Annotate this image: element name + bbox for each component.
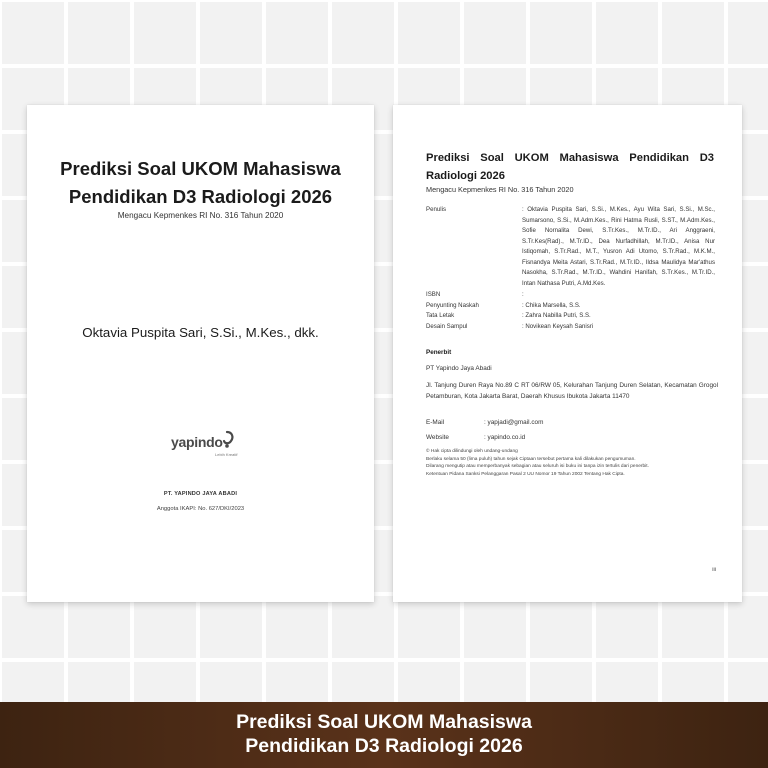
- cover-subtitle: Mengacu Kepmenkes RI No. 316 Tahun 2020: [117, 211, 284, 220]
- penerbit-heading: Penerbit: [426, 349, 452, 356]
- copyright-line: © Hak cipta dilindungi oleh undang-undang: [426, 449, 518, 454]
- logo-wordmark: yapindo: [171, 434, 223, 450]
- credit-row-desain-sampul: [426, 322, 715, 333]
- credit-value: : Chika Marsella, S.S.: [522, 301, 581, 309]
- imprint-title: Prediksi Soal UKOM Mahasiswa Pendidikan D3 Radiologi 2026: [426, 152, 714, 182]
- copyright-line: Berlaku selama 50 (lima puluh) tahun sejak Ciptaan tersebut pertama kali dilakukan pengumuman.: [426, 456, 636, 462]
- credit-value: : Novikean Keysah Sanisri: [522, 322, 594, 330]
- cover-publisher: PT. YAPINDO JAYA ABADI: [163, 491, 238, 497]
- imprint-subtitle: Mengacu Kepmenkes RI No. 316 Tahun 2020: [426, 185, 574, 194]
- copyright-line: Dilarang mengutip atau memperbanyak sebagian atau seluruh isi buku ini tanpa izin tertulis dari penerbit.: [426, 464, 649, 470]
- logo-swirl-icon: [219, 430, 235, 450]
- credit-value: : Oktavia Puspita Sari, S.Si., M.Kes., Ayu Wita Sari, S.Si., M.Sc., Sumarsono, S.Si., M.Adm.Kes., Rini Hatma Rusli, S.ST., M.Adm.Kes., Sofie Nornalita Dewi, S.Tr.Kes., M.Tr.ID., Ari Anggraeni, S.Tr.Kes(Rad)., M.Tr.ID., Dea Nurfadhillah, M.Tr.ID., Anisa Nur Istiqomah, S.Tr.Rad., M.T., Yusron Adi Utomo, S.Tr.Rad., M.K.M., Fisnandya Meita Astari, S.Tr.Rad., M.Tr.ID., Ildsa Maulidya Mar'athus Nasokha, S.Tr.Rad., M.Tr.ID., Wahdini Hanifah, S.Tr.Kes., M.Tr.ID., Intan Nathasa Putri, A.Md.Kes.: [522, 206, 715, 287]
- cover-ikapi: Anggota IKAPI: No. 627/DKI/2023: [156, 506, 245, 512]
- contact-row-website: [426, 433, 543, 444]
- contact-row-email: [426, 418, 543, 429]
- banner-title-line2: Pendidikan D3 Radiologi 2026: [245, 735, 523, 757]
- contact-list: [426, 418, 543, 443]
- page-number: iii: [712, 567, 716, 573]
- cover-title: [27, 155, 374, 211]
- cover-author: Oktavia Puspita Sari, S.Si., M.Kes., dkk.: [82, 325, 319, 340]
- publisher-logo: [167, 428, 247, 462]
- credit-label: ISBN: [426, 291, 441, 298]
- publisher-address: Jl. Tanjung Duren Raya No.89 C RT 06/RW 05, Kelurahan Tanjung Duren Selatan, Kecamatan Grogol Petamburan, Kota Jakarta Barat, Daerah Khusus Ibukota Jakarta 11470: [426, 382, 718, 400]
- credit-label: Desain Sampul: [426, 322, 468, 330]
- banner-title-line1: Prediksi Soal UKOM Mahasiswa: [236, 711, 532, 733]
- contact-label: Website: [426, 433, 449, 441]
- credit-row-penulis: [426, 205, 715, 289]
- copyright-notice: [426, 448, 726, 478]
- logo-tagline: Lebih Kreatif: [215, 452, 238, 457]
- credit-label: Penulis: [426, 206, 446, 213]
- cover-title-line1: Prediksi Soal UKOM Mahasiswa: [60, 158, 341, 179]
- credit-value: : Zahra Nabilla Putri, S.S.: [522, 312, 591, 319]
- copyright-line: Ketentuan Pidana Sanksi Pelanggaran Pasal 2 UU Nomor 19 Tahun 2002 Tentang Hak Cipta.: [426, 471, 625, 477]
- publisher-name: PT Yapindo Jaya Abadi: [426, 365, 492, 372]
- contact-value: : yapindo.co.id: [484, 433, 526, 441]
- imprint-page: [393, 105, 742, 602]
- contact-value: : yapjadi@gmail.com: [484, 419, 544, 426]
- title-banner: [0, 702, 768, 768]
- credit-label: Penyunting Naskah: [426, 301, 479, 309]
- contact-label: E-Mail: [426, 419, 445, 426]
- credit-row-penyunting: [426, 301, 715, 312]
- credit-row-tata-letak: [426, 311, 715, 322]
- credit-value: :: [522, 291, 524, 298]
- cover-title-line2: Pendidikan D3 Radiologi 2026: [68, 186, 333, 207]
- credit-row-isbn: [426, 290, 715, 301]
- credits-list: [426, 205, 715, 332]
- book-cover-page: [27, 105, 374, 602]
- credit-label: Tata Letak: [426, 312, 455, 319]
